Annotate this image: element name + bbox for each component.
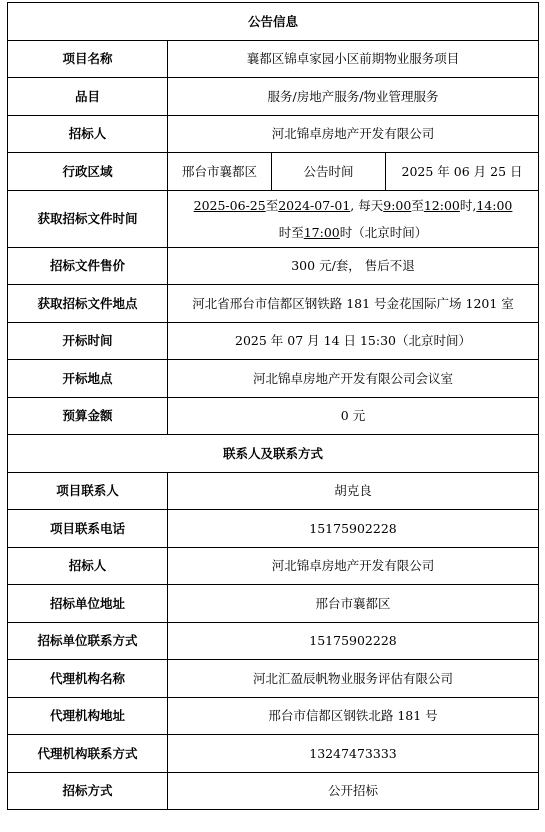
row-value-agency-contact: 13247473333 xyxy=(168,735,539,773)
row-label-opening-time: 开标时间 xyxy=(8,322,168,360)
doc-time-line2-prefix: 时至 xyxy=(278,224,304,240)
doc-time-end-date: 2024-07-01 xyxy=(278,197,351,213)
row-label-agency-address: 代理机构地址 xyxy=(8,697,168,735)
table-row xyxy=(8,547,539,585)
row-value-tenderer-address: 邢台市襄都区 xyxy=(168,585,539,623)
row-label-agency-contact: 代理机构联系方式 xyxy=(8,735,168,773)
table-row xyxy=(8,697,539,735)
row-value-tender-method: 公开招标 xyxy=(168,772,539,810)
doc-time-sep: 时, xyxy=(459,197,477,213)
table-row xyxy=(8,397,539,435)
row-label-tender-method: 招标方式 xyxy=(8,772,168,810)
row-label-announce-date: 公告时间 xyxy=(272,153,386,191)
table-row xyxy=(8,115,539,153)
row-value-budget: 0 元 xyxy=(168,397,539,435)
row-value-announce-date: 2025 年 06 月 25 日 xyxy=(386,153,539,191)
table-row xyxy=(8,360,539,398)
table-row xyxy=(8,585,539,623)
row-value-tenderer: 河北锦卓房地产开发有限公司 xyxy=(168,115,539,153)
doc-time-pm-start: 14:00 xyxy=(476,197,513,213)
row-label-region: 行政区域 xyxy=(8,153,168,191)
table-row xyxy=(8,772,539,810)
table-row xyxy=(8,40,539,78)
doc-time-to: 至 xyxy=(265,197,279,213)
row-value-opening-location: 河北锦卓房地产开发有限公司会议室 xyxy=(168,360,539,398)
doc-time-am-end: 12:00 xyxy=(423,197,460,213)
row-label-tenderer-2: 招标人 xyxy=(8,547,168,585)
table-row xyxy=(8,735,539,773)
row-label-doc-price: 招标文件售价 xyxy=(8,247,168,285)
row-value-project-name: 襄都区锦卓家园小区前期物业服务项目 xyxy=(168,40,539,78)
table-row-doc-time xyxy=(8,190,539,247)
announcement-document xyxy=(7,2,538,810)
row-value-doc-price: 300 元/套， 售后不退 xyxy=(168,247,539,285)
row-label-tenderer: 招标人 xyxy=(8,115,168,153)
row-label-opening-location: 开标地点 xyxy=(8,360,168,398)
section-header-contact: 联系人及联系方式 xyxy=(8,435,539,473)
section-header-row xyxy=(8,435,539,473)
doc-time-line-2 xyxy=(171,219,535,246)
doc-time-to: 至 xyxy=(411,197,424,213)
table-row xyxy=(8,660,539,698)
row-label-doc-location: 获取招标文件地点 xyxy=(8,285,168,323)
table-row xyxy=(8,322,539,360)
doc-time-am-start: 9:00 xyxy=(383,197,412,213)
row-label-project-contact: 项目联系人 xyxy=(8,472,168,510)
row-value-tenderer-2: 河北锦卓房地产开发有限公司 xyxy=(168,547,539,585)
row-label-doc-time: 获取招标文件时间 xyxy=(8,190,168,247)
row-value-project-phone: 15175902228 xyxy=(168,510,539,548)
section-header-announcement: 公告信息 xyxy=(8,3,539,41)
table-row xyxy=(8,78,539,116)
doc-time-pm-end: 17:00 xyxy=(303,224,340,240)
row-value-doc-time xyxy=(168,190,539,247)
row-label-agency-name: 代理机构名称 xyxy=(8,660,168,698)
doc-time-daily: , 每天 xyxy=(350,197,384,213)
row-value-opening-time: 2025 年 07 月 14 日 15:30（北京时间） xyxy=(168,322,539,360)
row-label-project-name: 项目名称 xyxy=(8,40,168,78)
row-label-tenderer-contact: 招标单位联系方式 xyxy=(8,622,168,660)
row-label-tenderer-address: 招标单位地址 xyxy=(8,585,168,623)
announcement-table xyxy=(7,2,539,810)
doc-time-start-date: 2025-06-25 xyxy=(193,197,266,213)
row-value-category: 服务/房地产服务/物业管理服务 xyxy=(168,78,539,116)
table-row-region xyxy=(8,153,539,191)
row-value-tenderer-contact: 15175902228 xyxy=(168,622,539,660)
row-value-agency-address: 邢台市信都区钢铁北路 181 号 xyxy=(168,697,539,735)
row-value-region: 邢台市襄都区 xyxy=(168,153,272,191)
row-label-category: 品目 xyxy=(8,78,168,116)
doc-time-suffix: 时（北京时间） xyxy=(339,224,428,240)
table-row xyxy=(8,472,539,510)
row-label-budget: 预算金额 xyxy=(8,397,168,435)
row-value-doc-location: 河北省邢台市信都区钢铁路 181 号金花国际广场 1201 室 xyxy=(168,285,539,323)
row-label-project-phone: 项目联系电话 xyxy=(8,510,168,548)
table-row xyxy=(8,510,539,548)
doc-time-line-1 xyxy=(171,192,535,219)
row-value-agency-name: 河北汇盈辰帆物业服务评估有限公司 xyxy=(168,660,539,698)
table-row xyxy=(8,285,539,323)
section-header-row xyxy=(8,3,539,41)
row-value-project-contact: 胡克良 xyxy=(168,472,539,510)
table-row xyxy=(8,622,539,660)
table-row xyxy=(8,247,539,285)
